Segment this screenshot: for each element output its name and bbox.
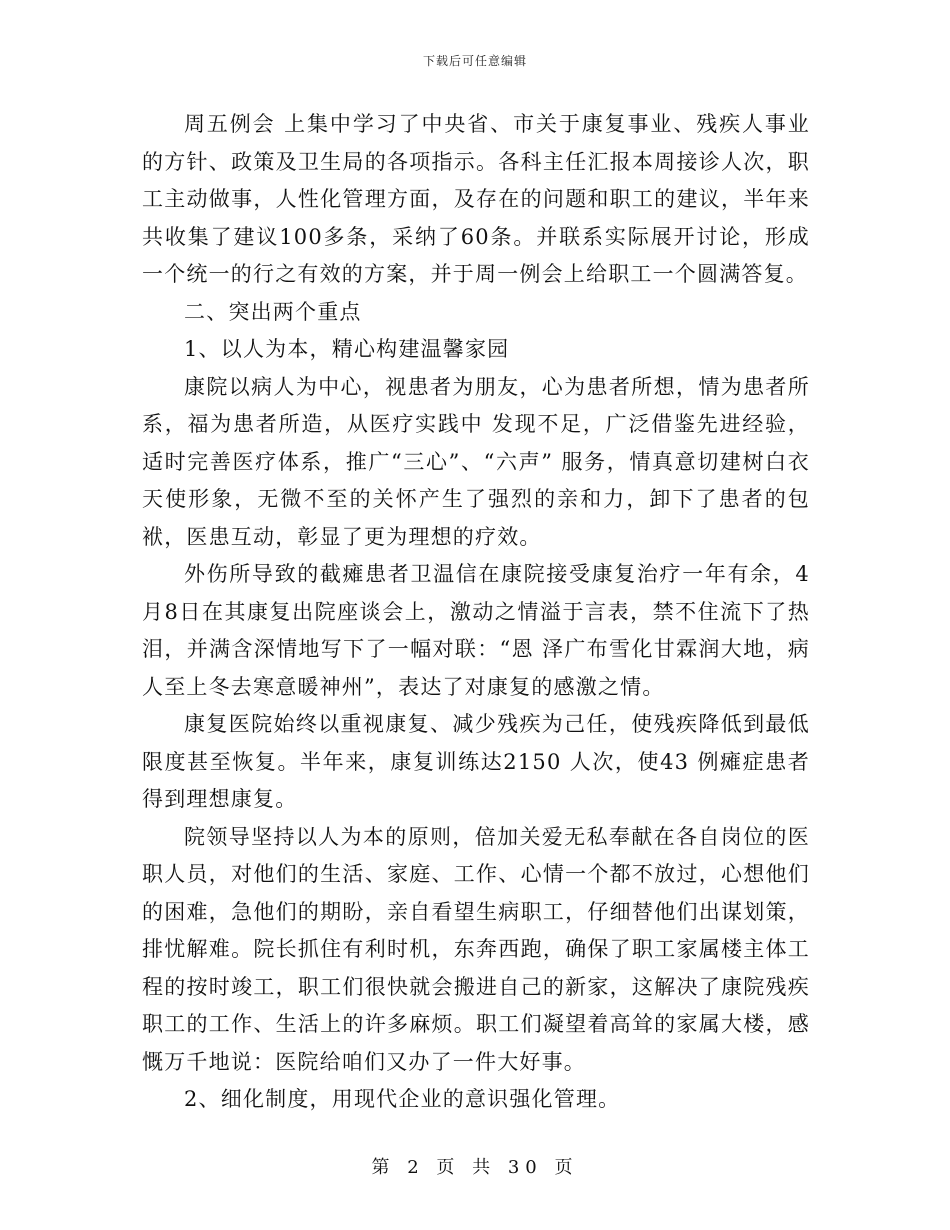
header-note: 下载后可任意编辑 — [422, 54, 527, 68]
paragraph-patient-couplet: 外伤所导致的截瘫患者卫温信在康院接受康复治疗一年有余，4月8日在其康复出院座谈会上，激动之情溢于言表，禁不住流下了热泪，并满含深情地写下了一幅对联：“恩 泽广布雪化甘霖润大地，病人至上冬去寒意暖神州”，表达了对康复的感激之情。 — [142, 562, 810, 699]
paragraph-staff-care: 院领导坚持以人为本的原则，倍加关爱无私奉献在各自岗位的医职人员，对他们的生活、家庭、工作、心情一个都不放过，心想他们的困难，急他们的期盼，亲自看望生病职工，仔细替他们出谋划策，排忧解难。院长抓住有利时机，东奔西跑，确保了职工家属楼主体工程的按时竣工，职工们很快就会搬进自己的新家，这解决了康院残疾职工的工作、生活上的许多麻烦。职工们凝望着高耸的家属大楼，感慨万千地说：医院给咱们又办了一件大好事。 — [142, 824, 810, 1074]
paragraph-rehab-statistics: 康复医院始终以重视康复、减少残疾为己任，使残疾降低到最低限度甚至恢复。半年来，康复训练达2150 人次，使43 例瘫症患者得到理想康复。 — [142, 712, 810, 811]
subheading-management: 2、细化制度，用现代企业的意识强化管理。 — [184, 1087, 621, 1111]
page-number: 第 2 页 共 30 页 — [371, 1157, 579, 1178]
paragraph-patient-centered: 康院以病人为中心，视患者为朋友，心为患者所想，情为患者所系，福为患者所造，从医疗实践中 发现不足，广泛借鉴先进经验，适时完善医疗体系，推广“三心”、“六声” 服务，情真意切建树白衣天使形象，无微不至的关怀产生了强烈的亲和力，卸下了患者的包袱，医患互动，彰显了更为理想的疗效。 — [142, 374, 810, 549]
section-heading-two-focuses: 二、突出两个重点 — [184, 299, 362, 324]
subheading-people-oriented: 1、以人为本，精心构建温馨家园 — [184, 337, 510, 361]
paragraph-weekly-meeting: 周五例会 上集中学习了中央省、市关于康复事业、残疾人事业的方针、政策及卫生局的各项指示。各科主任汇报本周接诊人次，职工主动做事，人性化管理方面，及存在的问题和职工的建议，半年来共收集了建议100多条，采纳了60条。并联系实际展开讨论，形成一个统一的行之有效的方案，并于周一例会上给职工一个圆满答复。 — [142, 112, 810, 286]
document-body — [142, 106, 810, 1119]
